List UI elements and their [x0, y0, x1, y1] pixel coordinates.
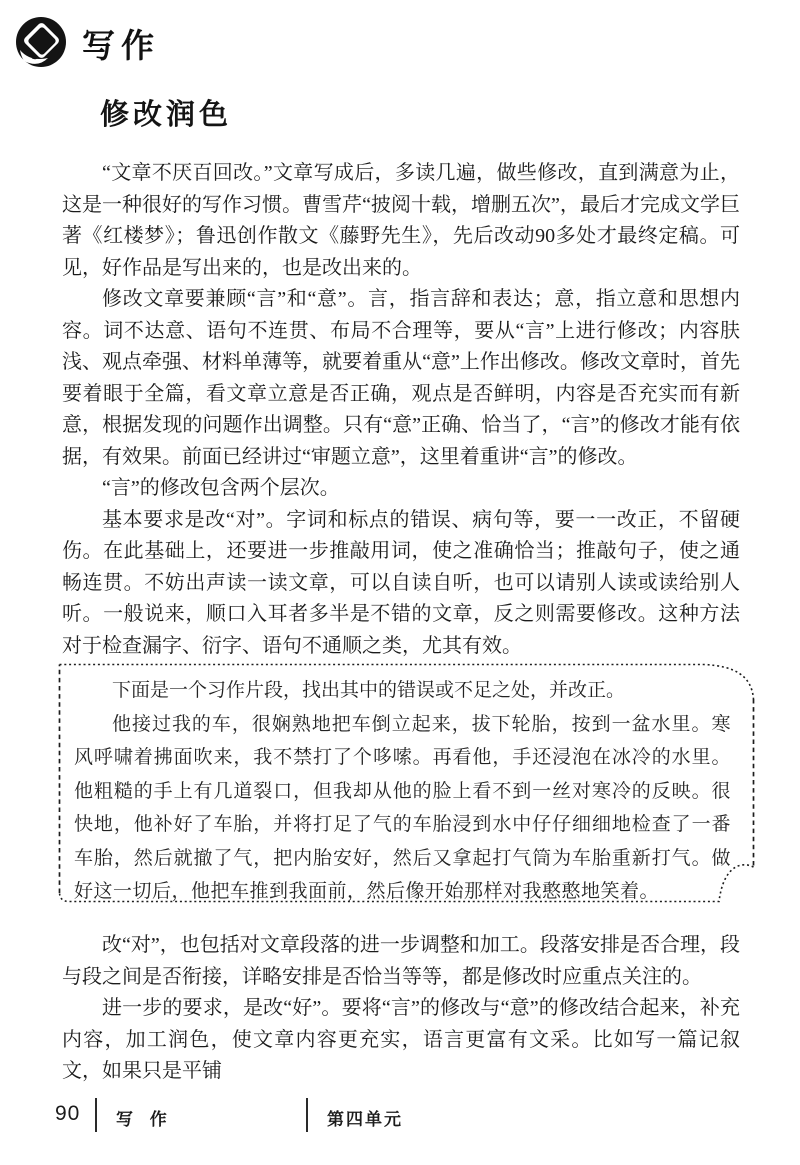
footer-divider: [95, 1098, 97, 1132]
paragraph: “言”的修改包含两个层次。: [102, 477, 340, 499]
footer-unit-label: 第四单元: [327, 1110, 403, 1129]
section-label: 写作: [82, 26, 160, 64]
paragraph: 修改文章要兼顾“言”和“意”。言，指言辞和表达；意，指立意和思想内容。词不达意、语句不连贯、布局不合理等，要从“言”上进行修改；内容肤浅、观点牵强、材料单薄等，就要着重从“意”上作出修改。修改文章时，首先要着眼于全篇，看文章立意是否正确，观点是否鲜明，内容是否充实而有新意，根据发现的问题作出调整。只有“意”正确、恰当了，“言”的修改才能有依据，有效果。前面已经讲过“审题立意”，这里着重讲“言”的修改。: [62, 288, 740, 468]
page-header: [14, 16, 160, 70]
exercise-instruction: 下面是一个习作片段，找出其中的错误或不足之处，并改正。: [112, 680, 626, 701]
exercise-content: [74, 674, 731, 909]
paragraph: 改“对”，也包括对文章段落的进一步调整和加工。段落安排是否合理，段与段之间是否衔接，详略安排是否恰当等等，都是修改时应重点关注的。: [62, 934, 740, 988]
footer-section-label: 写 作: [116, 1110, 173, 1129]
paragraph: “文章不厌百回改。”文章写成后，多读几遍，做些修改，直到满意为止，这是一种很好的写作习惯。曹雪芹“披阅十载，增删五次”，最后才完成文学巨著《红楼梦》；鲁迅创作散文《藤野先生》，先后改动90多处才最终定稿。可见，好作品是写出来的，也是改出来的。: [62, 162, 740, 279]
footer-page-number: 90: [55, 1102, 81, 1125]
body-text-block-after: [62, 930, 740, 1088]
pen-nib-circle-icon: [14, 16, 68, 70]
paragraph: 进一步的要求，是改“好”。要将“言”的修改与“意”的修改结合起来，补充内容，加工润色，使文章内容更充实，语言更富有文采。比如写一篇记叙文，如果只是平铺: [62, 997, 740, 1082]
page-title: 修改润色: [100, 99, 233, 131]
footer-divider: [306, 1098, 308, 1132]
page-footer: [0, 1098, 800, 1138]
exercise-box: [58, 663, 755, 904]
body-text-block: [62, 158, 740, 662]
exercise-passage: 他接过我的车，很娴熟地把车倒立起来，拔下轮胎，按到一盆水里。寒风呼啸着拂面吹来，我不禁打了个哆嗦。再看他，手还浸泡在冰冷的水里。他粗糙的手上有几道裂口，但我却从他的脸上看不到一丝对寒冷的反映。很快地，他补好了车胎，并将打足了气的车胎浸到水中仔仔细细地检查了一番车胎，然后就撤了气，把内胎安好，然后又拿起打气筒为车胎重新打气。做好这一切后，他把车推到我面前，然后像开始那样对我憨憨地笑着。: [74, 712, 731, 902]
paragraph: 基本要求是改“对”。字词和标点的错误、病句等，要一一改正，不留硬伤。在此基础上，还要进一步推敲用词，使之准确恰当；推敲句子，使之通畅连贯。不妨出声读一读文章，可以自读自听，也可以请别人读或读给别人听。一般说来，顺口入耳者多半是不错的文章，反之则需要修改。这种方法对于检查漏字、衍字、语句不通顺之类，尤其有效。: [62, 508, 740, 657]
